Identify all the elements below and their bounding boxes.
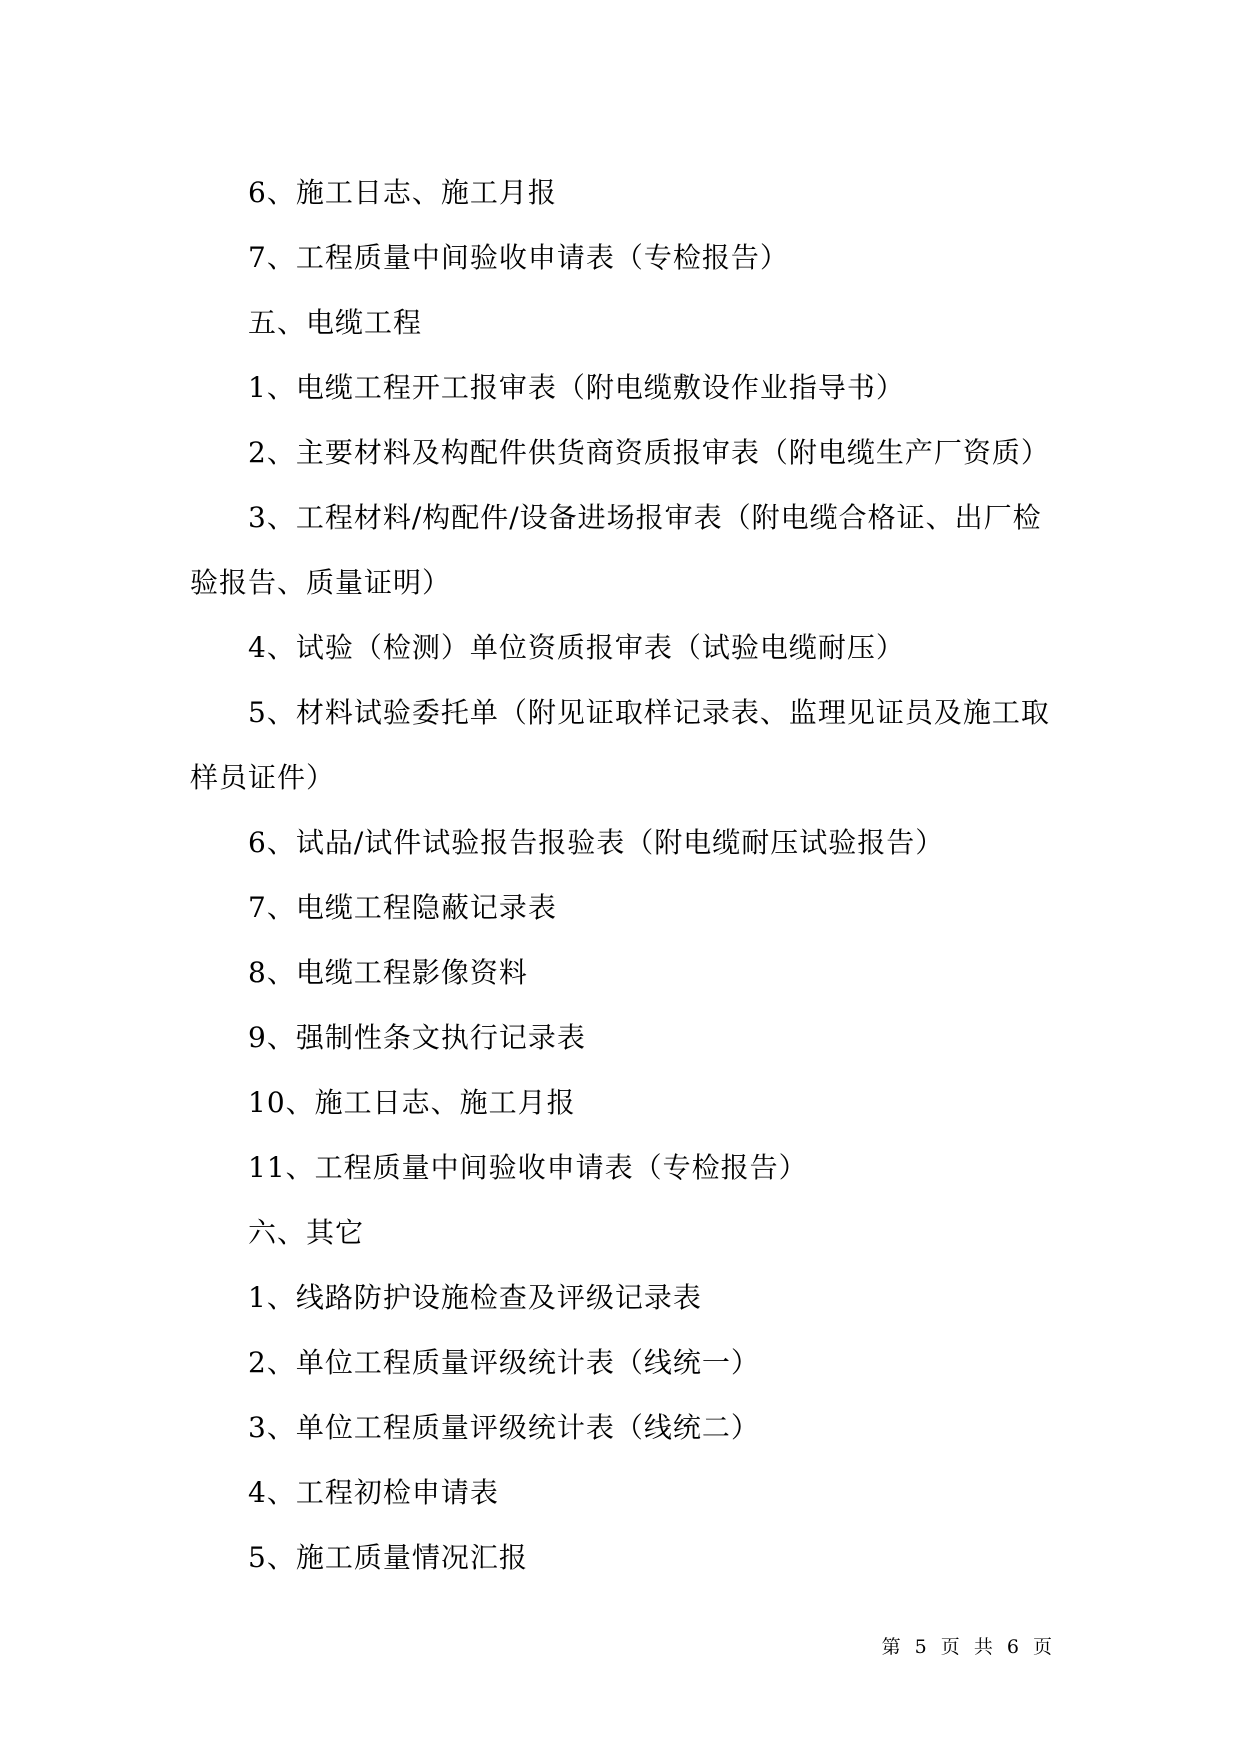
document-line: 5、材料试验委托单（附见证取样记录表、监理见证员及施工取	[248, 696, 1050, 729]
document-line: 2、主要材料及构配件供货商资质报审表（附电缆生产厂资质）	[248, 436, 1050, 469]
document-line: 10、施工日志、施工月报	[248, 1086, 576, 1119]
document-line: 8、电缆工程影像资料	[248, 956, 528, 989]
document-line: 五、电缆工程	[248, 306, 423, 339]
document-line: 样员证件）	[190, 761, 336, 794]
document-line: 7、工程质量中间验收申请表（专检报告）	[248, 241, 789, 274]
document-line: 4、工程初检申请表	[248, 1476, 499, 1509]
document-line: 2、单位工程质量评级统计表（线统一）	[248, 1346, 760, 1379]
document-line: 9、强制性条文执行记录表	[248, 1021, 586, 1054]
document-line: 6、试品/试件试验报告报验表（附电缆耐压试验报告）	[248, 826, 945, 859]
document-line: 3、工程材料/构配件/设备进场报审表（附电缆合格证、出厂检	[248, 501, 1042, 534]
document-line: 6、施工日志、施工月报	[248, 176, 557, 209]
document-body	[190, 160, 1060, 1590]
document-line: 11、工程质量中间验收申请表（专检报告）	[248, 1151, 808, 1184]
document-line: 1、线路防护设施检查及评级记录表	[248, 1281, 702, 1314]
document-line: 验报告、质量证明）	[190, 566, 452, 599]
document-line: 1、电缆工程开工报审表（附电缆敷设作业指导书）	[248, 371, 905, 404]
document-line: 7、电缆工程隐蔽记录表	[248, 891, 557, 924]
document-line: 5、施工质量情况汇报	[248, 1541, 528, 1574]
document-line: 六、其它	[248, 1216, 365, 1249]
page-number: 第 5 页 共 6 页	[881, 1636, 1056, 1658]
document-line: 3、单位工程质量评级统计表（线统二）	[248, 1411, 760, 1444]
document-line: 4、试验（检测）单位资质报审表（试验电缆耐压）	[248, 631, 905, 664]
